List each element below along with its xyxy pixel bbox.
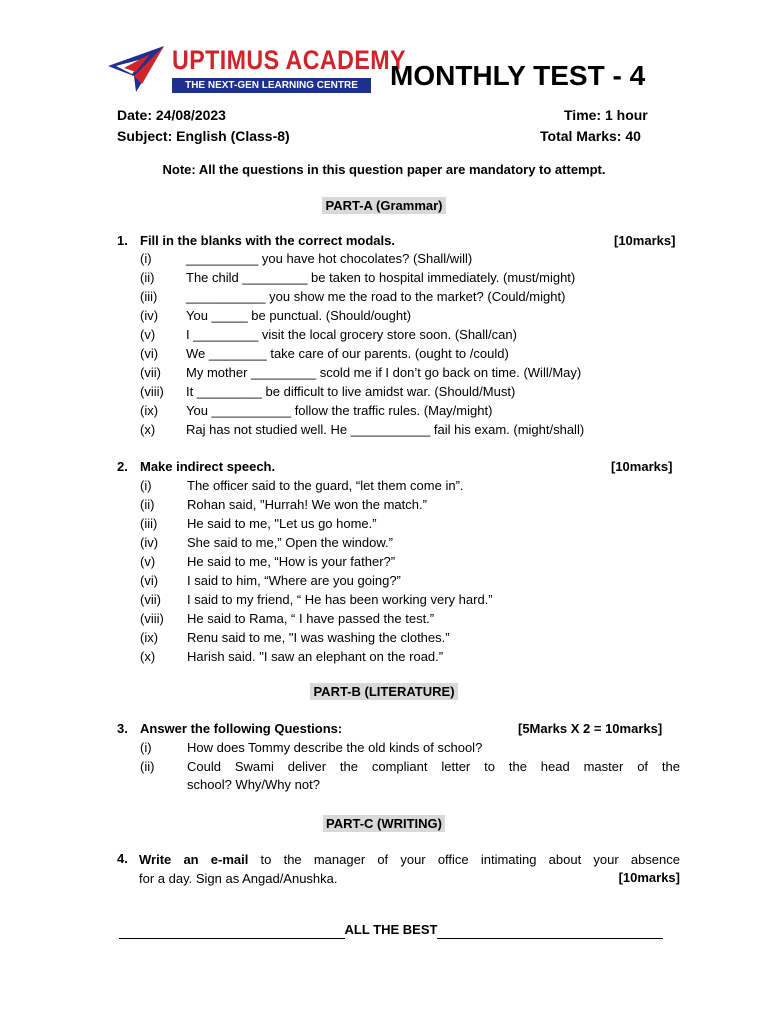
item-text: She said to me,” Open the window.” bbox=[187, 535, 393, 550]
academy-tagline: THE NEXT-GEN LEARNING CENTRE bbox=[172, 78, 371, 93]
item-number: (viii) bbox=[140, 611, 164, 626]
item-text: It _________ be difficult to live amidst war. (Should/Must) bbox=[186, 384, 516, 399]
item-number: (vii) bbox=[140, 592, 161, 607]
item-number: (v) bbox=[140, 327, 156, 342]
part-b-heading: PART-B (LITERATURE) bbox=[0, 683, 768, 701]
item-text: You ___________ follow the traffic rules. (May/might) bbox=[186, 403, 493, 418]
question-2-marks: [10marks] bbox=[611, 459, 673, 474]
item-number: (v) bbox=[140, 554, 156, 569]
item-number: (iii) bbox=[140, 289, 158, 304]
eagle-arrow-logo-icon bbox=[108, 46, 164, 92]
item-text: He said to Rama, “ I have passed the test.” bbox=[187, 611, 435, 626]
exam-time: Time: 1 hour bbox=[564, 107, 648, 123]
item-number: (viii) bbox=[140, 384, 164, 399]
item-number: (iv) bbox=[140, 308, 159, 323]
part-c-heading: PART-C (WRITING) bbox=[0, 815, 768, 833]
question-4-number: 4. bbox=[117, 851, 128, 866]
item-number: (ii) bbox=[140, 270, 155, 285]
item-number: (vi) bbox=[140, 346, 159, 361]
academy-name: UPTIMUS ACADEMY bbox=[172, 45, 406, 75]
exam-subject: Subject: English (Class-8) bbox=[117, 128, 290, 144]
item-number: (x) bbox=[140, 649, 156, 664]
item-text: He said to me, “How is your father?” bbox=[187, 554, 396, 569]
item-number: (vi) bbox=[140, 573, 159, 588]
instructions-note: Note: All the questions in this question paper are mandatory to attempt. bbox=[162, 162, 606, 177]
question-2-heading: Make indirect speech. bbox=[140, 459, 276, 474]
question-1-heading: Fill in the blanks with the correct modals. bbox=[140, 233, 395, 248]
question-2-number: 2. bbox=[117, 459, 128, 474]
item-text: __________ you have hot chocolates? (Shall/will) bbox=[186, 251, 473, 266]
item-text: Renu said to me, "I was washing the clothes.” bbox=[187, 630, 450, 645]
item-number: (iii) bbox=[140, 516, 158, 531]
item-text: I said to him, “Where are you going?” bbox=[187, 573, 401, 588]
item-text: ___________ you show me the road to the market? (Could/might) bbox=[186, 289, 566, 304]
question-1-number: 1. bbox=[117, 233, 128, 248]
item-text: Harish said. "I saw an elephant on the road.” bbox=[187, 649, 444, 664]
test-title: MONTHLY TEST - 4 bbox=[390, 60, 646, 91]
question-4-line-1: Write an e-mail to the manager of your office intimating about your absence bbox=[139, 852, 680, 867]
item-number: (ix) bbox=[140, 403, 159, 418]
item-text: We ________ take care of our parents. (ought to /could) bbox=[186, 346, 509, 361]
item-number: (x) bbox=[140, 422, 156, 437]
item-number: (iv) bbox=[140, 535, 159, 550]
item-number: (vii) bbox=[140, 365, 161, 380]
footer-all-the-best: ALL THE BEST bbox=[119, 921, 663, 939]
total-marks: Total Marks: 40 bbox=[540, 128, 641, 144]
item-number: (ix) bbox=[140, 630, 159, 645]
question-1-marks: [10marks] bbox=[614, 233, 676, 248]
part-a-heading: PART-A (Grammar) bbox=[0, 197, 768, 215]
list-item-continuation: school? Why/Why not? bbox=[187, 777, 320, 792]
item-text: I said to my friend, “ He has been working very hard.” bbox=[187, 592, 493, 607]
item-text: The officer said to the guard, “let them come in”. bbox=[187, 478, 464, 493]
item-text: I _________ visit the local grocery store soon. (Shall/can) bbox=[186, 327, 517, 342]
question-3-heading: Answer the following Questions: bbox=[140, 721, 343, 736]
item-text: The child _________ be taken to hospital immediately. (must/might) bbox=[186, 270, 576, 285]
item-text: He said to me, "Let us go home.” bbox=[187, 516, 377, 531]
item-text: My mother _________ scold me if I don’t go back on time. (Will/May) bbox=[186, 365, 582, 380]
item-text: Rohan said, "Hurrah! We won the match.” bbox=[187, 497, 427, 512]
question-3-marks: [5Marks X 2 = 10marks] bbox=[518, 721, 663, 736]
question-3-number: 3. bbox=[117, 721, 128, 736]
question-4-line-2: for a day. Sign as Angad/Anushka. [10marks] bbox=[139, 870, 680, 886]
item-number: (ii) bbox=[140, 497, 155, 512]
exam-date: Date: 24/08/2023 bbox=[117, 107, 226, 123]
question-4-marks: [10marks] bbox=[618, 870, 680, 885]
item-text: Raj has not studied well. He ___________ fail his exam. (might/shall) bbox=[186, 422, 585, 437]
item-number: (i) bbox=[140, 251, 152, 266]
item-text: You _____ be punctual. (Should/ought) bbox=[186, 308, 412, 323]
item-number: (i) bbox=[140, 478, 152, 493]
